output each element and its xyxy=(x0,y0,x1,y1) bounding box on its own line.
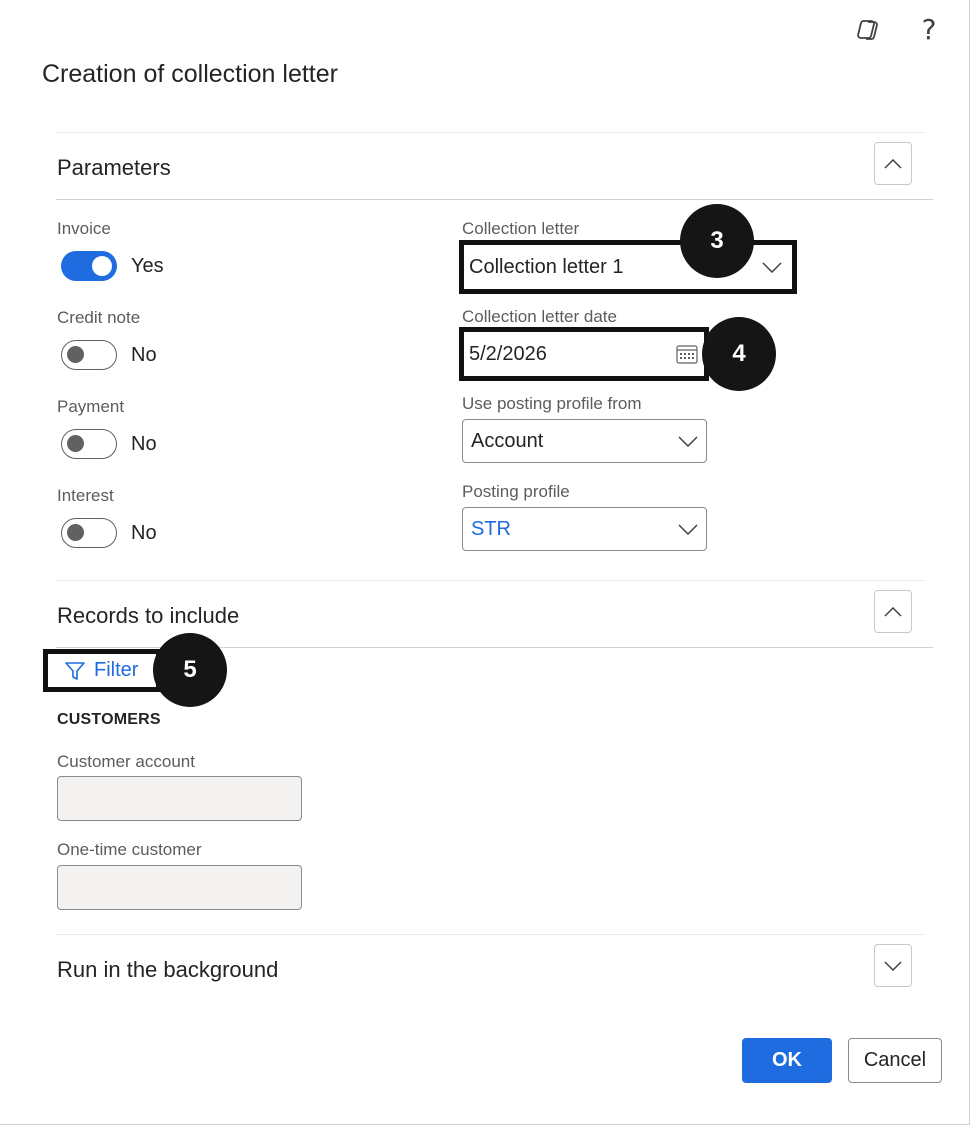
calendar-icon[interactable] xyxy=(670,344,704,364)
background-header[interactable]: Run in the background xyxy=(57,957,279,982)
collection-letter-value: Collection letter 1 xyxy=(469,255,624,278)
dialog-title: Creation of collection letter xyxy=(42,60,338,88)
filter-button[interactable] xyxy=(43,649,161,692)
use-posting-profile-from-value: Account xyxy=(471,429,544,452)
customer-account-label: Customer account xyxy=(57,752,195,771)
filter-label: Filter xyxy=(94,659,139,681)
payment-toggle-row xyxy=(61,429,157,459)
collection-letter-date-value: 5/2/2026 xyxy=(469,342,547,365)
interest-toggle[interactable] xyxy=(61,518,117,548)
section-divider xyxy=(56,199,933,200)
callout-badge-3: 3 xyxy=(680,204,754,278)
collection-letter-label: Collection letter xyxy=(462,219,580,238)
chevron-down-icon xyxy=(752,262,792,273)
cancel-button[interactable]: Cancel xyxy=(848,1038,942,1083)
callout-badge-4: 4 xyxy=(702,317,776,391)
credit-note-label: Credit note xyxy=(57,308,141,327)
records-collapse-button[interactable] xyxy=(874,590,912,633)
background-expand-button[interactable] xyxy=(874,944,912,987)
use-posting-profile-from-label: Use posting profile from xyxy=(462,394,642,413)
section-divider xyxy=(56,132,925,133)
credit-note-toggle[interactable] xyxy=(61,340,117,370)
chevron-up-icon xyxy=(884,159,902,169)
invoice-toggle[interactable] xyxy=(61,251,117,281)
invoice-label: Invoice xyxy=(57,219,111,238)
posting-profile-value[interactable]: STR xyxy=(471,517,511,540)
customers-group-title: CUSTOMERS xyxy=(57,711,161,728)
section-divider xyxy=(56,580,925,581)
chevron-down-icon xyxy=(670,436,706,447)
payment-toggle-state: No xyxy=(131,432,157,455)
chevron-down-icon xyxy=(884,961,902,971)
section-divider xyxy=(56,934,925,935)
one-time-customer-field[interactable] xyxy=(57,865,302,910)
chevron-down-icon xyxy=(670,524,706,535)
records-header[interactable]: Records to include xyxy=(57,603,240,628)
ok-button[interactable]: OK xyxy=(742,1038,832,1083)
parameters-header[interactable]: Parameters xyxy=(57,155,171,180)
dialog-top-icons xyxy=(853,14,945,46)
copilot-icon[interactable] xyxy=(853,14,885,46)
customer-account-field[interactable] xyxy=(57,776,302,821)
interest-toggle-row xyxy=(61,518,157,548)
credit-note-toggle-row xyxy=(61,340,157,370)
collection-letter-date-field[interactable] xyxy=(459,327,709,381)
interest-label: Interest xyxy=(57,486,114,505)
filter-icon xyxy=(64,660,86,682)
callout-badge-5: 5 xyxy=(153,633,227,707)
posting-profile-label: Posting profile xyxy=(462,482,570,501)
collection-letter-date-label: Collection letter date xyxy=(462,307,617,326)
interest-toggle-state: No xyxy=(131,521,157,544)
invoice-toggle-row xyxy=(61,251,164,281)
credit-note-toggle-state: No xyxy=(131,343,157,366)
payment-toggle[interactable] xyxy=(61,429,117,459)
one-time-customer-label: One-time customer xyxy=(57,840,202,859)
use-posting-profile-from-select[interactable] xyxy=(462,419,707,463)
payment-label: Payment xyxy=(57,397,125,416)
parameters-collapse-button[interactable] xyxy=(874,142,912,185)
posting-profile-select[interactable] xyxy=(462,507,707,551)
help-icon[interactable]: ? xyxy=(921,13,937,46)
chevron-up-icon xyxy=(884,607,902,617)
invoice-toggle-state: Yes xyxy=(131,254,164,277)
